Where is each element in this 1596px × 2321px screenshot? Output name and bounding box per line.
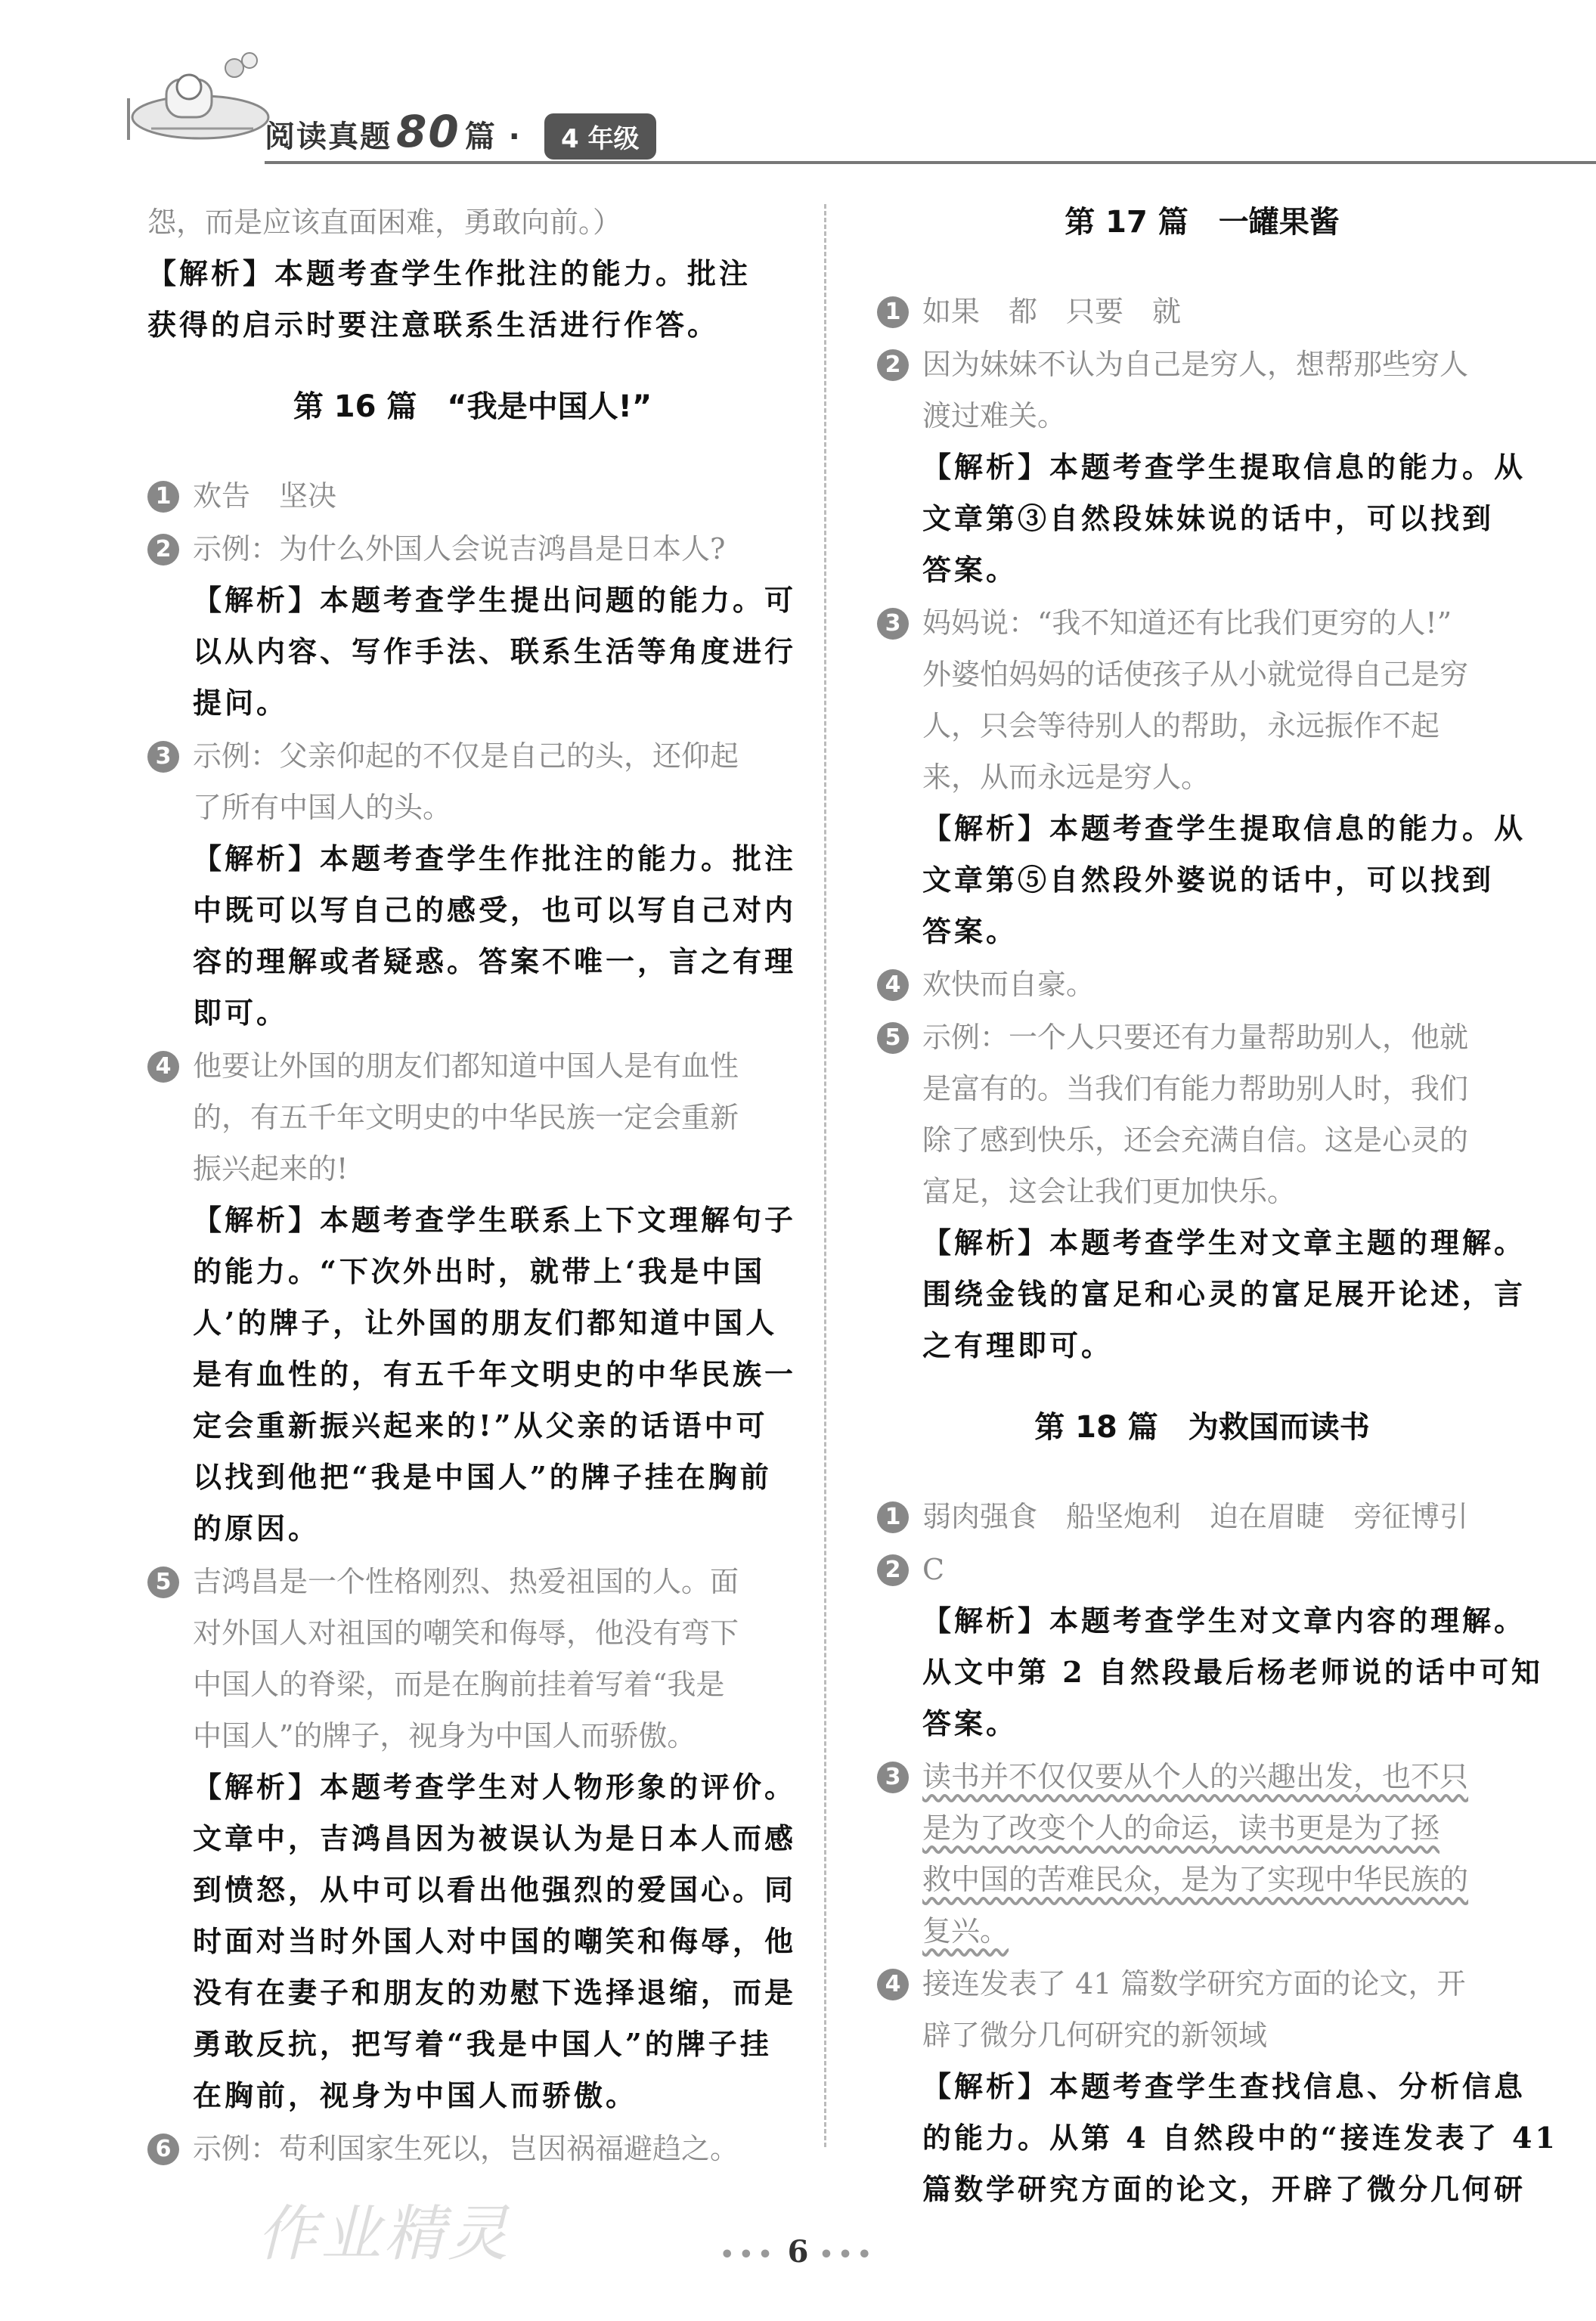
answer-text: 示例：父亲仰起的不仅是自己的头，还仰起 xyxy=(193,739,739,773)
answer-text: 读书并不仅仅要从个人的兴趣出发，也不只 xyxy=(922,1760,1469,1793)
number-circle-icon: 3 xyxy=(877,1762,909,1793)
number-circle-icon: 4 xyxy=(877,1969,909,2000)
column-divider xyxy=(824,204,826,2147)
answer-text: 示例：一个人只要还有力量帮助别人，他就 xyxy=(922,1021,1469,1054)
page-header xyxy=(121,30,1527,166)
analysis-line: 人’的牌子，让外国的朋友们都知道中国人 xyxy=(193,1306,778,1340)
analysis-line: 答案。 xyxy=(922,914,1018,948)
analysis-line: 的原因。 xyxy=(193,1511,321,1545)
answer-item-4 xyxy=(147,1040,798,1554)
answer-item-3 xyxy=(147,730,798,1039)
answer-text: 来，从而永远是穷人。 xyxy=(922,761,1210,794)
number-circle-icon: 2 xyxy=(877,349,909,381)
analysis-line: 【解析】本题考查学生联系上下文理解句子 xyxy=(193,1203,797,1237)
analysis-line: 时面对当时外国人对中国的嘲笑和侮辱，他 xyxy=(193,1924,797,1958)
answer-text: 欢快而自豪。 xyxy=(922,968,1096,1001)
answer-text: 吉鸿昌是一个性格刚烈、热爱祖国的人。面 xyxy=(193,1565,739,1598)
number-circle-icon: 1 xyxy=(147,481,179,513)
number-circle-icon: 4 xyxy=(877,969,909,1001)
answer-text: 妈妈说：“我不知道还有比我们更穷的人!” xyxy=(922,606,1452,640)
answer-item-2 xyxy=(877,1544,1543,1749)
number-circle-icon: 3 xyxy=(147,741,179,773)
answer-text: 除了感到快乐，还会充满自信。这是心灵的 xyxy=(922,1123,1469,1157)
answer-text: 示例：苟利国家生死以，岂因祸福避趋之。 xyxy=(193,2132,739,2165)
answer-text: 示例：为什么外国人会说吉鸿昌是日本人? xyxy=(193,532,726,566)
dots-decoration-icon: ••• xyxy=(819,2242,876,2268)
answer-item-1 xyxy=(877,286,1527,337)
carry-answer: 怨，而是应该直面困难，勇敢向前。） xyxy=(147,206,622,239)
answer-item-4 xyxy=(877,1958,1558,2215)
answer-text: 外婆怕妈妈的话使孩子从小就觉得自己是穷 xyxy=(922,658,1469,691)
analysis-line: 【解析】本题考查学生对人物形象的评价。 xyxy=(193,1770,797,1804)
answer-item-5 xyxy=(877,1012,1527,1371)
answer-text: 的，有五千年文明史的中华民族一定会重新 xyxy=(193,1101,739,1134)
analysis-line: 的能力。从第 4 自然段中的“接连发表了 41 xyxy=(922,2121,1558,2155)
answer-text: 复兴。 xyxy=(922,1914,1009,1948)
analysis-line: 文章中，吉鸿昌因为被误认为是日本人而感 xyxy=(193,1821,797,1855)
article-16-title: 第 16 篇 “我是中国人!” xyxy=(293,389,652,424)
answer-text: 欢告 坚决 xyxy=(193,479,337,513)
number-circle-icon: 1 xyxy=(877,296,909,328)
answer-text: 如果 都 只要 就 xyxy=(922,295,1182,328)
answer-item-1 xyxy=(147,470,798,522)
analysis-line: 到愤怒，从中可以看出他强烈的爱国心。同 xyxy=(193,1873,797,1907)
answer-text: 辟了微分几何研究的新领域 xyxy=(922,2019,1268,2052)
answer-text: 人，只会等待别人的帮助，永远振作不起 xyxy=(922,709,1440,742)
analysis-line: 以找到他把“我是中国人”的牌子挂在胸前 xyxy=(193,1460,772,1494)
grade-badge: 4 年级 xyxy=(544,113,656,160)
answer-text: 救中国的苦难民众，是为了实现中华民族的 xyxy=(922,1863,1469,1896)
answer-text: 他要让外国的朋友们都知道中国人是有血性 xyxy=(193,1049,739,1083)
header-divider xyxy=(265,161,1596,164)
analysis-line: 【解析】本题考查学生对文章内容的理解。 xyxy=(922,1604,1526,1638)
answer-item-2 xyxy=(877,339,1527,596)
analysis-line: 的能力。“下次外出时，就带上‘我是中国 xyxy=(193,1254,766,1288)
answer-text: 是富有的。当我们有能力帮助别人时，我们 xyxy=(922,1072,1469,1105)
number-circle-icon: 6 xyxy=(147,2134,179,2165)
analysis-line: 文章第③自然段妹妹说的话中，可以找到 xyxy=(922,501,1495,535)
analysis-line: 以从内容、写作手法、联系生活等角度进行 xyxy=(193,634,797,668)
analysis-line: 【解析】本题考查学生提出问题的能力。可 xyxy=(193,583,797,617)
analysis-line: 勇敢反抗，把写着“我是中国人”的牌子挂 xyxy=(193,2027,772,2061)
analysis-line: 提问。 xyxy=(193,686,289,720)
number-circle-icon: 4 xyxy=(147,1051,179,1083)
answer-text: 因为妹妹不认为自己是穷人，想帮那些穷人 xyxy=(922,348,1469,381)
analysis-line: 【解析】本题考查学生查找信息、分析信息 xyxy=(922,2069,1526,2103)
series-title: 阅读真题 80 篇 · xyxy=(265,106,522,157)
analysis-line: 没有在妻子和朋友的劝慰下选择退缩，而是 xyxy=(193,1975,797,2010)
analysis-line: 之有理即可。 xyxy=(922,1328,1114,1362)
answer-text: 渡过难关。 xyxy=(922,399,1067,432)
analysis-line: 围绕金钱的富足和心灵的富足展开论述，言 xyxy=(922,1277,1526,1311)
answer-text: 中国人的脊梁，而是在胸前挂着写着“我是 xyxy=(193,1668,725,1701)
watermark: 作业精灵 xyxy=(257,2199,511,2269)
answer-text: 弱肉强食 船坚炮利 迫在眉睫 旁征博引 xyxy=(922,1500,1469,1533)
answer-text: 中国人”的牌子，视身为中国人而骄傲。 xyxy=(193,1719,696,1752)
analysis-line: 篇数学研究方面的论文，开辟了微分几何研 xyxy=(922,2172,1526,2206)
page-number: 6 xyxy=(787,2234,809,2270)
analysis-line: 【解析】本题考查学生作批注的能力。批注 xyxy=(193,841,797,875)
number-circle-icon: 2 xyxy=(877,1554,909,1586)
analysis-line: 即可。 xyxy=(193,996,289,1030)
left-column xyxy=(147,197,798,2176)
analysis-line: 从文中第 2 自然段最后杨老师说的话中可知 xyxy=(922,1655,1543,1689)
number-circle-icon: 2 xyxy=(147,534,179,566)
answer-item-5 xyxy=(147,1556,798,2121)
analysis-line: 【解析】本题考查学生对文章主题的理解。 xyxy=(922,1226,1526,1260)
number-circle-icon: 3 xyxy=(877,608,909,640)
analysis-line: 是有血性的，有五千年文明史的中华民族一 xyxy=(193,1357,797,1391)
answer-text: 接连发表了 41 篇数学研究方面的论文，开 xyxy=(922,1967,1466,2000)
answer-item-1 xyxy=(877,1491,1527,1542)
number-circle-icon: 5 xyxy=(147,1566,179,1598)
analysis-line: 容的理解或者疑惑。答案不唯一，言之有理 xyxy=(193,944,797,978)
answer-text: 是为了改变个人的命运，读书更是为了拯 xyxy=(922,1811,1440,1845)
analysis-line: 答案。 xyxy=(922,553,1018,587)
dots-decoration-icon: ••• xyxy=(720,2242,777,2268)
analysis-line: 中既可以写自己的感受，也可以写自己对内 xyxy=(193,893,797,927)
article-17-title: 第 17 篇 一罐果酱 xyxy=(1065,205,1340,240)
analysis-line: 【解析】本题考查学生提取信息的能力。从 xyxy=(922,450,1526,484)
airplane-logo-icon xyxy=(121,45,280,159)
answer-text: 了所有中国人的头。 xyxy=(193,791,452,824)
analysis-line: 文章第⑤自然段外婆说的话中，可以找到 xyxy=(922,863,1495,897)
analysis-line: 【解析】本题考查学生作批注的能力。批注 xyxy=(147,256,752,290)
answer-text: 富足，这会让我们更加快乐。 xyxy=(922,1175,1297,1208)
analysis-line: 获得的启示时要注意联系生活进行作答。 xyxy=(147,308,720,342)
page-footer xyxy=(0,2234,1596,2270)
right-column xyxy=(877,197,1558,2217)
analysis-line: 在胸前，视身为中国人而骄傲。 xyxy=(193,2078,638,2112)
answer-item-4 xyxy=(877,959,1527,1010)
answer-item-3 xyxy=(877,597,1527,957)
answer-item-3 xyxy=(877,1751,1527,1957)
answer-text: 对外国人对祖国的嘲笑和侮辱，他没有弯下 xyxy=(193,1616,739,1650)
answer-item-6 xyxy=(147,2123,798,2174)
analysis-line: 答案。 xyxy=(922,1706,1018,1740)
answer-text: C xyxy=(922,1553,945,1586)
number-circle-icon: 5 xyxy=(877,1022,909,1054)
article-18-title: 第 18 篇 为救国而读书 xyxy=(1034,1410,1370,1445)
answer-text: 振兴起来的! xyxy=(193,1152,349,1185)
number-circle-icon: 1 xyxy=(877,1501,909,1533)
answer-item-2 xyxy=(147,523,798,729)
analysis-line: 定会重新振兴起来的!”从父亲的话语中可 xyxy=(193,1408,768,1442)
analysis-line: 【解析】本题考查学生提取信息的能力。从 xyxy=(922,811,1526,845)
